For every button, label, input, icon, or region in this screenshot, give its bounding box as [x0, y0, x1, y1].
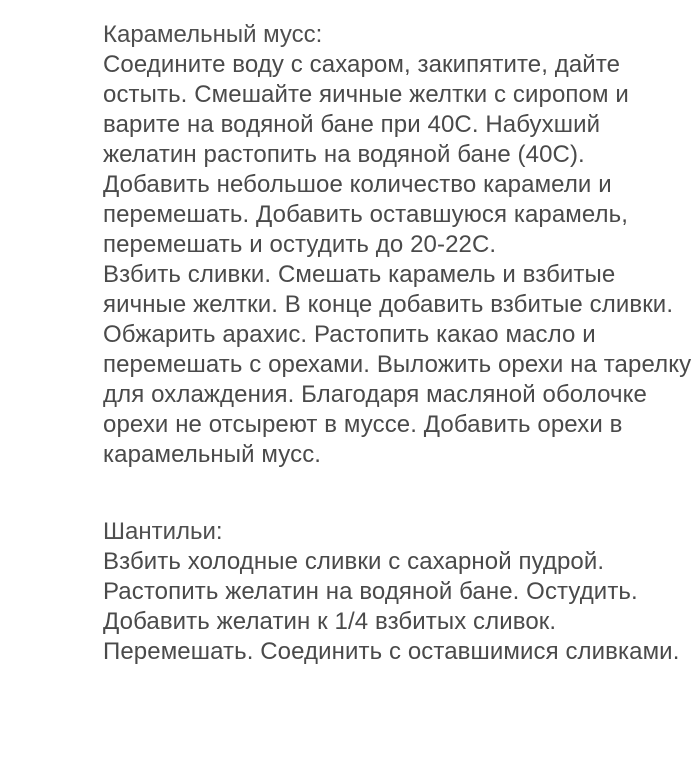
caramel-mousse-section — [103, 20, 693, 470]
chantilly-title: Шантильи: — [103, 518, 223, 545]
caramel-mousse-step-3: Обжарить арахис. Растопить какао масло и перемешать с орехами. Выложить орехи на тарелку для охлаждения. Благодаря масляной оболочке орехи не отсыреют в муссе. Добавить орехи в карамельный мусс. — [103, 321, 692, 468]
caramel-mousse-title: Карамельный мусс: — [103, 21, 323, 48]
section-spacer — [103, 470, 693, 517]
caramel-mousse-step-1: Соедините воду с сахаром, закипятите, дайте остыть. Смешайте яичные желтки с сиропом и варите на водяной бане при 40С. Набухший желатин растопить на водяной бане (40С). Добавить небольшое количество карамели и перемешать. Добавить оставшуюся карамель, перемешать и остудить до 20-22С. — [103, 51, 629, 258]
caramel-mousse-step-2: Взбить сливки. Смешать карамель и взбитые яичные желтки. В конце добавить взбитые сливки. — [103, 261, 674, 318]
recipe-text — [103, 20, 693, 667]
chantilly-step-1: Взбить холодные сливки с сахарной пудрой. Растопить желатин на водяной бане. Остудить. Добавить желатин к 1/4 взбитых сливок. Перемешать. Соединить с оставшимися сливками. — [103, 548, 680, 665]
chantilly-section — [103, 517, 693, 667]
